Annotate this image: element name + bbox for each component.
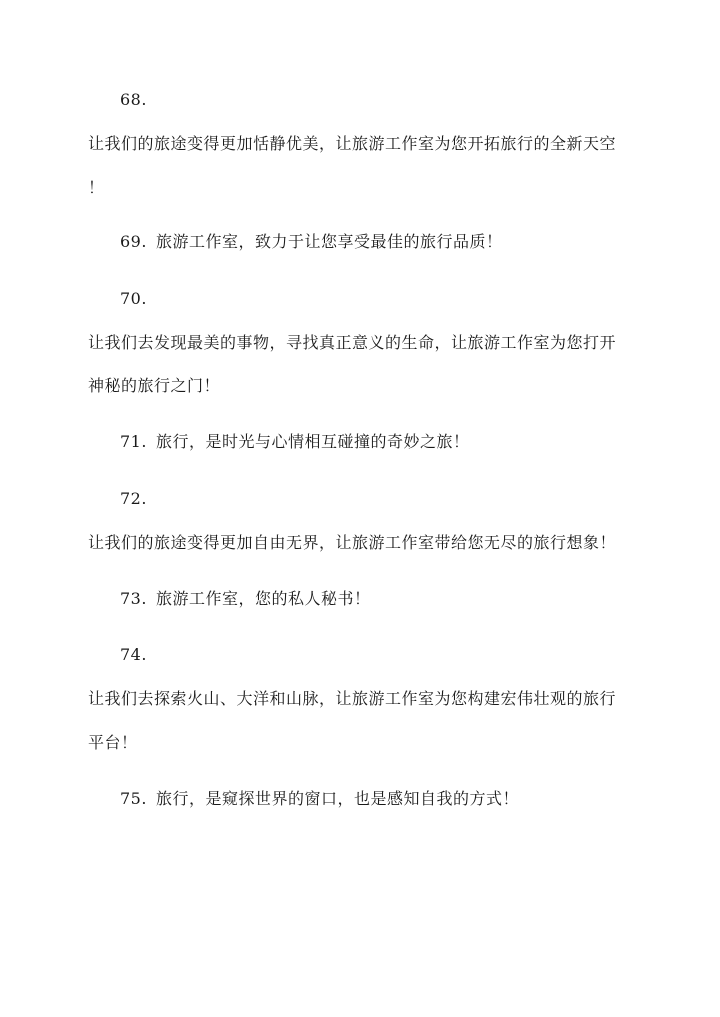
entry-68-text-line-2: ！ (88, 178, 105, 197)
entry-72-text-line-1: 让我们的旅途变得更加自由无界，让旅游工作室带给您无尽的旅行想象！ (88, 533, 617, 552)
entry-72-number: 72. (120, 489, 147, 508)
entry-68-text-line-1: 让我们的旅途变得更加恬静优美，让旅游工作室为您开拓旅行的全新天空 (88, 134, 617, 153)
entry-68-number: 68. (120, 90, 147, 109)
entry-73-number: 73. (120, 589, 147, 608)
entry-74-number: 74. (120, 645, 147, 664)
entry-74-text-line-2: 平台！ (88, 733, 138, 752)
entry-69-number: 69. (120, 232, 147, 251)
entry-75-text: 旅行，是窥探世界的窗口，也是感知自我的方式！ (156, 789, 520, 808)
entry-73-text: 旅游工作室，您的私人秘书！ (156, 589, 371, 608)
entry-70-number: 70. (120, 289, 147, 308)
entry-70-text-line-1: 让我们去发现最美的事物，寻找真正意义的生命，让旅游工作室为您打开 (88, 333, 617, 352)
entry-69-text: 旅游工作室，致力于让您享受最佳的旅行品质！ (156, 232, 503, 251)
entry-75-number: 75. (120, 789, 147, 808)
entry-74-text-line-1: 让我们去探索火山、大洋和山脉，让旅游工作室为您构建宏伟壮观的旅行 (88, 689, 617, 708)
entry-71-text: 旅行，是时光与心情相互碰撞的奇妙之旅！ (156, 432, 470, 451)
entry-71-number: 71. (120, 432, 147, 451)
entry-70-text-line-2: 神秘的旅行之门！ (88, 376, 221, 395)
